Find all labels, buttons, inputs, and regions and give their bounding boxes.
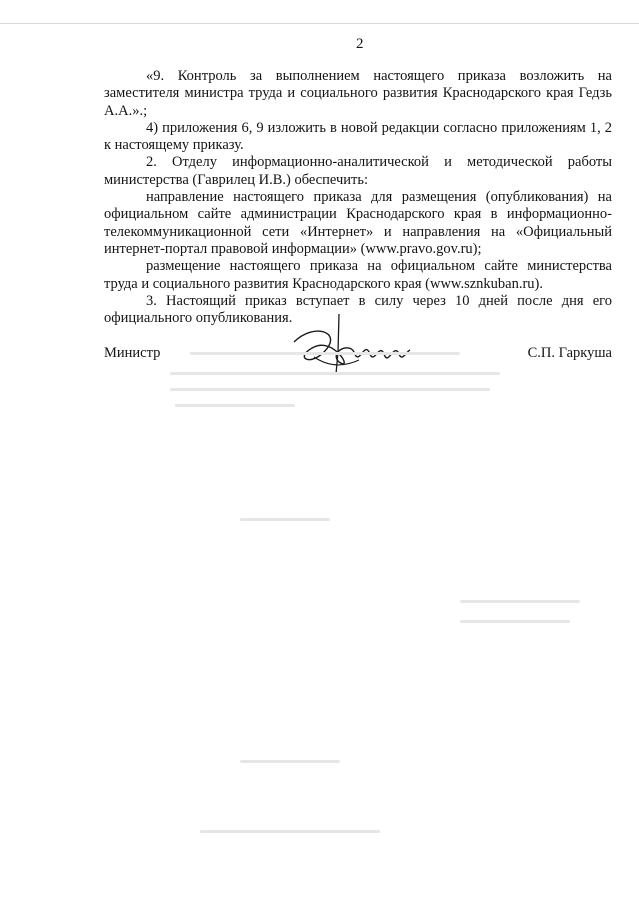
bleed-through-mark [190,352,460,355]
signatory-name: С.П. Гаркуша [527,345,612,361]
bleed-through-mark [170,372,500,375]
signatory-position: Министр [104,345,161,361]
bleed-through-mark [460,620,570,623]
page-number: 2 [356,36,364,52]
bleed-through-mark [175,404,295,407]
bleed-through-mark [240,760,340,763]
paragraph-website: размещение настоящего приказа на официальном сайте министерства труда и социального развития Краснодарского края (www.sznkuban.ru). [104,258,612,292]
bleed-through-mark [460,600,580,603]
signature-block [104,345,612,369]
document-body [104,68,612,327]
bleed-through-mark [240,518,330,521]
paragraph-item-3: 3. Настоящий приказ вступает в силу через 10 дней после дня его официального опубликования. [104,292,612,327]
bleed-through-mark [170,388,490,391]
paragraph-item-2: 2. Отделу информационно-аналитической и методической работы министерства (Гаврилец И.В.) обеспечить: [104,154,612,188]
paragraph-item-4: 4) приложения 6, 9 изложить в новой редакции согласно приложениям 1, 2 к настоящему приказу. [104,119,612,154]
page-top-border [0,23,639,24]
bleed-through-mark [200,830,380,833]
paragraph-item-9: «9. Контроль за выполнением настоящего приказа возложить на заместителя министра труда и социального развития Краснодарского края Гедзь А.А.».; [104,68,612,119]
paragraph-publication: направление настоящего приказа для размещения (опубликования) на официальном сайте администрации Краснодарского края в информационно-телекоммуникационной сети «Интернет» и направления на «Официальный интернет-портал правовой информации» (www.pravo.gov.ru); [104,189,612,257]
